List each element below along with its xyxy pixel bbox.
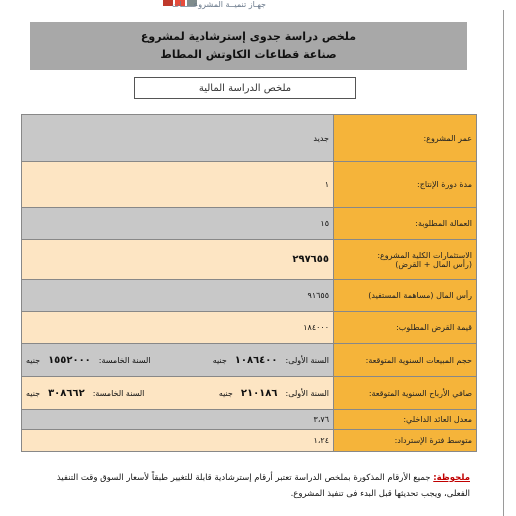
profit-year5-label: السنة الخامسة:: [92, 388, 145, 398]
row-value: ١٨٤٠٠٠: [22, 312, 334, 344]
profit-year1-value: ٢١٠١٨٦: [240, 387, 278, 399]
table-row: [22, 312, 477, 344]
table-row: [22, 208, 477, 240]
payback-value: ١،٢٤: [22, 430, 334, 452]
row-label: رأس المال (مساهمة المستفيد): [334, 280, 477, 312]
financial-summary-table: [21, 114, 477, 452]
table-row: [22, 377, 477, 410]
row-label-main: الاستثمارات الكلية المشروع:: [377, 250, 472, 260]
row-label: عمر المشروع:: [334, 115, 477, 162]
table-row: [22, 280, 477, 312]
row-value: ٢٩٧٦٥٥: [22, 240, 334, 280]
sales-year1-label: السنة الأولى:: [285, 355, 329, 365]
study-title: [30, 22, 467, 70]
irr-value: ٣،٧٦: [22, 410, 334, 430]
table-row: [22, 430, 477, 452]
page-edge: [503, 10, 504, 516]
table-row: [22, 240, 477, 280]
row-value: جديد: [22, 115, 334, 162]
table-row: [22, 344, 477, 377]
row-label: مدة دورة الإنتاج:: [334, 162, 477, 208]
disclaimer-note: [30, 470, 470, 502]
row-label-sub: (رأس المال + القرض): [395, 259, 472, 269]
sales-values: [22, 344, 334, 377]
section-label: ملخص الدراسة المالية: [134, 77, 356, 99]
profit-year5-value: ٣٠٨٦٦٢: [48, 387, 85, 399]
table-row: [22, 162, 477, 208]
irr-label: معدل العائد الداخلي:: [334, 410, 477, 430]
sales-year5-currency: جنيه: [26, 355, 41, 365]
sales-year5-value: ١٥٥٢٠٠٠: [48, 354, 91, 366]
note-text: جميع الأرقام المذكورة بملخص الدراسة تعتبر أرقام إسترشادية قابلة للتغيير طبقاً لأسعار السوق وقت التنفيذ الفعلى، ويجب تحديثها قبل البدء فى تنفيذ المشروع.: [56, 473, 470, 499]
agency-name: جهـاز تنميــة المشروعـــــات: [171, 0, 266, 9]
sales-year1-value: ١٠٨٦٤٠٠: [234, 354, 278, 366]
table-row: [22, 115, 477, 162]
profit-year5-currency: جنيه: [26, 388, 41, 398]
title-line-2: صناعة قطاعات الكاوتش المطاط: [160, 48, 337, 61]
profit-year1-label: السنة الأولى:: [285, 388, 329, 398]
table-row: [22, 410, 477, 430]
note-lead: ملحوظة:: [433, 473, 470, 483]
row-value: ٩١٦٥٥: [22, 280, 334, 312]
row-label: العمالة المطلوبة:: [334, 208, 477, 240]
sales-year1-currency: جنيه: [212, 355, 227, 365]
sales-label: حجم المبيعات السنوية المتوقعة:: [334, 344, 477, 377]
profit-year1-currency: جنيه: [218, 388, 233, 398]
row-value: ١: [22, 162, 334, 208]
sales-year5-label: السنة الخامسة:: [98, 355, 151, 365]
row-value: ١٥: [22, 208, 334, 240]
title-line-1: ملخص دراسة جدوى إسترشادية لمشروع: [140, 30, 357, 43]
payback-label: متوسط فترة الإسترداد:: [334, 430, 477, 452]
profit-values: [22, 377, 334, 410]
row-label: [334, 240, 477, 280]
profit-label: صافي الأرباح السنوية المتوقعة:: [334, 377, 477, 410]
row-label: قيمة القرض المطلوب:: [334, 312, 477, 344]
